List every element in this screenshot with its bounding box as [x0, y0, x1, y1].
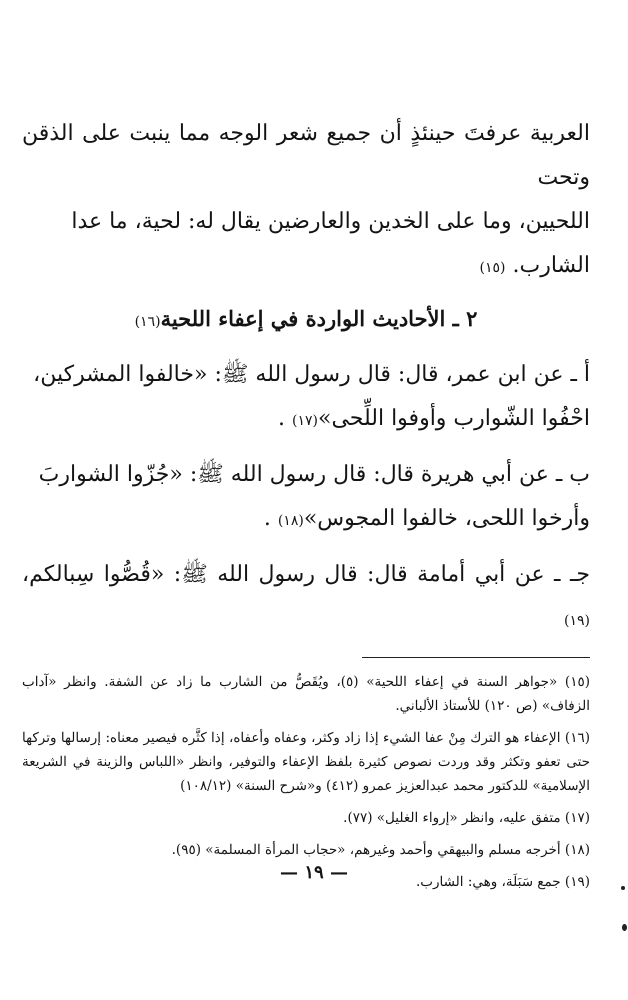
text-fragment: الشارب. — [512, 253, 590, 278]
hadith-c — [22, 553, 590, 643]
footnote-ref: (١٥) — [479, 260, 506, 276]
footnote-ref: (١٦) — [134, 314, 161, 330]
text-line — [22, 553, 590, 643]
text-fragment: . — [278, 406, 285, 431]
scan-speck — [621, 886, 625, 890]
section-heading — [22, 304, 590, 337]
text-fragment: . — [263, 506, 271, 531]
footnote-ref: (١٨) — [277, 513, 304, 529]
text-fragment: وأرخوا اللحى، خالفوا المجوس» — [303, 506, 590, 531]
main-text — [22, 112, 590, 643]
text-line: ب ـ عن أبي هريرة قال: قال رسول الله ﷺ: «جُزّوا الشواربَ — [38, 462, 590, 487]
footnote-divider — [362, 657, 590, 658]
text-line — [22, 497, 590, 543]
paragraph-1 — [22, 112, 590, 290]
footnote-17: (١٧) متفق عليه، وانظر «إرواء الغليل» (٧٧). — [343, 810, 590, 826]
text-line: اللحيين، وما على الخدين والعارضين يقال له: لحية، ما عدا — [71, 209, 590, 234]
footnote-19: (١٩) جمع سَبَلَة، وهي: الشارب. — [416, 874, 590, 890]
footnote-ref: (١٧) — [292, 413, 318, 429]
text-line — [22, 397, 590, 443]
text-fragment: جـ ـ عن أبي أمامة قال: قال رسول الله ﷺ: «قُصُّوا سِبالكم، — [22, 562, 590, 587]
scan-speck — [622, 924, 627, 931]
footnotes — [22, 670, 590, 894]
page-number: — ١٩ — — [280, 862, 348, 883]
page-content — [22, 112, 590, 902]
text-line: أ ـ عن ابن عمر، قال: قال رسول الله ﷺ: «خالفوا المشركين، — [33, 362, 590, 387]
footnote-15: (١٥) «جواهر السنة في إعفاء اللحية» (٥)، ويُقَصُّ من الشارب ما زاد عن الشفة. وانظر «آداب الزفاف» (ص ١٢٠) للأستاذ الألباني. — [22, 674, 590, 714]
footnote-ref: (١٩) — [564, 613, 590, 629]
text-fragment: احْفُوا الشّوارب وأوفوا اللِّحى» — [317, 406, 590, 431]
footnote-16: (١٦) الإعفاء هو الترك مِنْ عفا الشيء إذا زاد وكثر، وعفاه وأعفاه، إذا كثَّره فيصير معناه: إرسالها وتركها حتى تعفو وتكثر وقد وردت نصوص كثيرة بلفظ الإعفاء والتوفير، وانظر «اللباس والزينة في الشريعة الإسلامية» للدكتور محمد عبدالعزيز عمرو (٤١٢) و«شرح السنة» (١٠٨/١٢) — [22, 730, 590, 794]
footnote-18: (١٨) أخرجه مسلم والبيهقي وأحمد وغيرهم، «حجاب المرأة المسلمة» (٩٥). — [171, 842, 590, 858]
text-line — [22, 244, 590, 290]
heading-text: ٢ ـ الأحاديث الواردة في إعفاء اللحية — [160, 306, 478, 331]
text-line: العربية عرفتَ حينئذٍ أن جميع شعر الوجه مما ينبت على الذقن وتحت — [22, 121, 590, 190]
hadith-a — [22, 353, 590, 443]
hadith-b — [22, 453, 590, 543]
